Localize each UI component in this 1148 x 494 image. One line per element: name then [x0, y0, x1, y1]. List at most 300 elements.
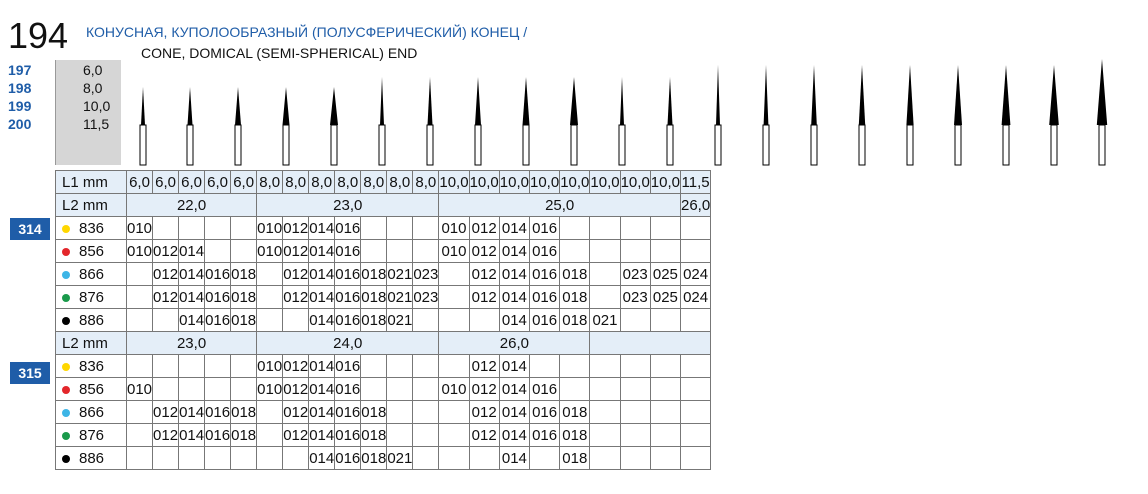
- table-cell: [153, 447, 179, 470]
- table-cell: [681, 378, 711, 401]
- table-cell: 10,0: [439, 171, 469, 194]
- table-cell: 016: [335, 447, 361, 470]
- table-cell: 012: [153, 240, 179, 263]
- table-cell: 018: [560, 401, 590, 424]
- table-cell: 6,0: [205, 171, 231, 194]
- color-dot-icon: [62, 386, 70, 394]
- table-cell: [681, 309, 711, 332]
- table-cell: 010: [257, 240, 283, 263]
- table-cell: [153, 355, 179, 378]
- table-cell: [681, 401, 711, 424]
- bur-head: [859, 65, 865, 125]
- table-cell: 836: [56, 217, 127, 240]
- table-cell: 836: [56, 355, 127, 378]
- table-cell: 014: [179, 263, 205, 286]
- bur-shank: [235, 125, 241, 165]
- table-cell: 023: [413, 286, 439, 309]
- table-cell: 018: [231, 263, 257, 286]
- table-cell: 6,0: [179, 171, 205, 194]
- table-cell: 012: [283, 378, 309, 401]
- table-cell: [529, 355, 559, 378]
- table-cell: [413, 240, 439, 263]
- bur-shank: [667, 125, 673, 165]
- table-cell: L2 mm: [56, 332, 127, 355]
- table-cell: 014: [499, 447, 529, 470]
- table-cell: [127, 286, 153, 309]
- table-cell: [231, 240, 257, 263]
- table-cell: [560, 217, 590, 240]
- table-cell: [257, 309, 283, 332]
- bur-shank: [379, 125, 385, 165]
- table-cell: [590, 263, 620, 286]
- table-cell: 014: [499, 401, 529, 424]
- table-cell: [387, 424, 413, 447]
- table-cell: [620, 309, 650, 332]
- bur-head: [235, 87, 241, 125]
- table-cell: 876: [56, 286, 127, 309]
- table-cell: [620, 240, 650, 263]
- bur-head: [188, 87, 193, 125]
- table-cell: [439, 401, 469, 424]
- table-cell: [620, 401, 650, 424]
- bur-head: [1097, 59, 1107, 125]
- table-cell: [590, 378, 620, 401]
- length-value: 6,0: [83, 62, 103, 78]
- table-cell: 6,0: [153, 171, 179, 194]
- table-cell: 012: [283, 263, 309, 286]
- table-cell: 012: [469, 263, 499, 286]
- table-cell: [387, 378, 413, 401]
- bur-shank: [140, 125, 146, 165]
- table-cell: [205, 355, 231, 378]
- table-cell: 010: [439, 217, 469, 240]
- table-cell: 866: [56, 401, 127, 424]
- table-cell: 8,0: [361, 171, 387, 194]
- bur-head: [764, 65, 769, 125]
- table-cell: [620, 378, 650, 401]
- table-cell: [257, 424, 283, 447]
- table-cell: 014: [309, 263, 335, 286]
- table-cell: [413, 401, 439, 424]
- table-cell: 016: [529, 286, 559, 309]
- table-cell: 010: [439, 240, 469, 263]
- color-dot-icon: [62, 363, 70, 371]
- side-code: 197: [8, 62, 32, 78]
- table-cell: 018: [361, 447, 387, 470]
- table-cell: 024: [681, 263, 711, 286]
- table-cell: [179, 378, 205, 401]
- bur-head: [475, 77, 481, 125]
- color-dot-icon: [62, 317, 70, 325]
- table-cell: 012: [469, 217, 499, 240]
- table-cell: 018: [231, 401, 257, 424]
- bur-shank: [523, 125, 529, 165]
- table-cell: 016: [529, 378, 559, 401]
- table-cell: 014: [179, 309, 205, 332]
- table-cell: [650, 217, 680, 240]
- table-cell: 016: [205, 263, 231, 286]
- table-cell: [231, 447, 257, 470]
- bur-head: [428, 77, 433, 125]
- table-cell: 012: [153, 424, 179, 447]
- table-cell: [387, 240, 413, 263]
- table-cell: 016: [529, 240, 559, 263]
- table-cell: [560, 240, 590, 263]
- table-cell: 016: [335, 309, 361, 332]
- table-cell: 8,0: [413, 171, 439, 194]
- table-cell: 012: [469, 355, 499, 378]
- bur-shank: [187, 125, 193, 165]
- table-cell: [439, 355, 469, 378]
- table-cell: [529, 447, 559, 470]
- bur-head: [1002, 65, 1011, 125]
- bur-head: [330, 87, 338, 125]
- table-cell: [413, 424, 439, 447]
- table-cell: 025: [650, 263, 680, 286]
- table-cell: [681, 217, 711, 240]
- table-cell: [153, 309, 179, 332]
- title-ru: КОНУСНАЯ, КУПОЛООБРАЗНЫЙ (ПОЛУСФЕРИЧЕСКИЙ) КОНЕЦ /: [86, 24, 528, 40]
- table-cell: [650, 378, 680, 401]
- table-cell: [469, 309, 499, 332]
- bur-head: [1049, 65, 1059, 125]
- table-cell: 012: [469, 401, 499, 424]
- table-cell: 010: [439, 378, 469, 401]
- bur-head: [283, 87, 290, 125]
- table-cell: 6,0: [127, 171, 153, 194]
- table-cell: 016: [335, 355, 361, 378]
- table-cell: [650, 309, 680, 332]
- bur-shank: [907, 125, 913, 165]
- table-cell: [620, 447, 650, 470]
- bur-head: [906, 65, 913, 125]
- table-cell: 018: [361, 263, 387, 286]
- table-cell: 016: [529, 401, 559, 424]
- table-cell: [361, 355, 387, 378]
- table-cell: 014: [309, 355, 335, 378]
- table-cell: 021: [387, 263, 413, 286]
- table-cell: 016: [529, 309, 559, 332]
- table-cell: 014: [179, 401, 205, 424]
- bur-shank: [427, 125, 433, 165]
- table-cell: 23,0: [127, 332, 257, 355]
- table-cell: 018: [560, 447, 590, 470]
- table-cell: 010: [127, 240, 153, 263]
- table-cell: 018: [560, 309, 590, 332]
- table-cell: [620, 355, 650, 378]
- table-cell: 014: [309, 217, 335, 240]
- table-cell: [231, 217, 257, 240]
- color-dot-icon: [62, 409, 70, 417]
- table-cell: 021: [387, 309, 413, 332]
- table-cell: 8,0: [387, 171, 413, 194]
- table-cell: 26,0: [681, 194, 711, 217]
- table-cell: [127, 401, 153, 424]
- table-cell: [179, 355, 205, 378]
- table-cell: [681, 424, 711, 447]
- table-cell: [205, 217, 231, 240]
- table-cell: 018: [361, 286, 387, 309]
- table-cell: 24,0: [257, 332, 439, 355]
- table-cell: 866: [56, 263, 127, 286]
- table-cell: 014: [179, 286, 205, 309]
- table-cell: 8,0: [335, 171, 361, 194]
- bur-head: [141, 87, 145, 125]
- table-cell: 012: [283, 424, 309, 447]
- table-cell: [560, 378, 590, 401]
- table-cell: [387, 217, 413, 240]
- bur-shank: [1099, 125, 1105, 165]
- table-cell: [590, 332, 711, 355]
- bur-shank: [763, 125, 769, 165]
- table-cell: 018: [231, 286, 257, 309]
- bur-shank: [331, 125, 337, 165]
- table-cell: [620, 424, 650, 447]
- table-cell: [231, 355, 257, 378]
- table-cell: 014: [499, 309, 529, 332]
- table-cell: 014: [499, 240, 529, 263]
- table-cell: 014: [309, 286, 335, 309]
- table-cell: 018: [560, 263, 590, 286]
- table-cell: 016: [335, 401, 361, 424]
- bur-shank: [859, 125, 865, 165]
- table-cell: [205, 447, 231, 470]
- table-cell: 018: [231, 309, 257, 332]
- table-cell: [413, 447, 439, 470]
- table-cell: 8,0: [309, 171, 335, 194]
- table-cell: [590, 286, 620, 309]
- color-dot-icon: [62, 248, 70, 256]
- table-cell: 016: [335, 424, 361, 447]
- table-cell: 012: [153, 263, 179, 286]
- section-tag: 315: [10, 362, 50, 384]
- bur-head: [570, 77, 578, 125]
- title-en: CONE, DOMICAL (SEMI-SPHERICAL) END: [141, 45, 418, 61]
- table-cell: 012: [283, 401, 309, 424]
- table-cell: 016: [335, 240, 361, 263]
- table-cell: [257, 263, 283, 286]
- table-cell: 018: [231, 424, 257, 447]
- table-cell: [439, 263, 469, 286]
- table-cell: 012: [283, 286, 309, 309]
- table-cell: 22,0: [127, 194, 257, 217]
- table-cell: 8,0: [257, 171, 283, 194]
- table-cell: 010: [257, 378, 283, 401]
- table-cell: [179, 447, 205, 470]
- bur-head: [716, 65, 720, 125]
- table-cell: [413, 217, 439, 240]
- table-cell: 10,0: [560, 171, 590, 194]
- product-table: [55, 170, 711, 470]
- table-cell: [127, 447, 153, 470]
- table-cell: 10,0: [469, 171, 499, 194]
- table-cell: [650, 447, 680, 470]
- table-cell: 8,0: [283, 171, 309, 194]
- bur-shank: [1051, 125, 1057, 165]
- table-cell: 886: [56, 309, 127, 332]
- table-cell: 023: [620, 263, 650, 286]
- table-cell: 018: [560, 424, 590, 447]
- table-cell: 014: [499, 355, 529, 378]
- table-cell: 010: [257, 217, 283, 240]
- table-cell: [127, 424, 153, 447]
- table-cell: [650, 401, 680, 424]
- color-dot-icon: [62, 455, 70, 463]
- table-cell: [205, 240, 231, 263]
- table-cell: 014: [309, 424, 335, 447]
- table-cell: 014: [179, 424, 205, 447]
- table-cell: 856: [56, 378, 127, 401]
- table-cell: 016: [529, 263, 559, 286]
- table-cell: [439, 424, 469, 447]
- table-cell: [283, 309, 309, 332]
- table-cell: 016: [335, 263, 361, 286]
- table-cell: [681, 355, 711, 378]
- table-cell: 876: [56, 424, 127, 447]
- length-value: 11,5: [83, 116, 110, 132]
- table-cell: [590, 447, 620, 470]
- table-cell: 014: [309, 378, 335, 401]
- table-cell: [681, 447, 711, 470]
- bur-head: [380, 77, 384, 125]
- table-cell: 018: [560, 286, 590, 309]
- table-cell: 014: [309, 401, 335, 424]
- table-cell: 012: [469, 286, 499, 309]
- color-dot-icon: [62, 225, 70, 233]
- bur-shank: [619, 125, 625, 165]
- table-cell: 014: [499, 217, 529, 240]
- table-cell: [257, 447, 283, 470]
- table-cell: 016: [205, 286, 231, 309]
- length-value: 10,0: [83, 98, 111, 114]
- table-cell: 016: [335, 286, 361, 309]
- table-cell: [650, 240, 680, 263]
- table-cell: 010: [127, 217, 153, 240]
- table-cell: 014: [499, 424, 529, 447]
- table-cell: 018: [361, 309, 387, 332]
- table-cell: [179, 217, 205, 240]
- table-cell: 012: [283, 217, 309, 240]
- color-dot-icon: [62, 294, 70, 302]
- table-cell: 012: [469, 424, 499, 447]
- table-cell: 023: [413, 263, 439, 286]
- table-cell: 024: [681, 286, 711, 309]
- table-cell: 018: [361, 424, 387, 447]
- table-cell: [439, 309, 469, 332]
- bur-shank: [811, 125, 817, 165]
- table-cell: [361, 240, 387, 263]
- table-cell: 6,0: [231, 171, 257, 194]
- table-cell: [205, 378, 231, 401]
- table-cell: 025: [650, 286, 680, 309]
- table-cell: [439, 447, 469, 470]
- table-cell: [439, 286, 469, 309]
- table-cell: 012: [469, 378, 499, 401]
- color-dot-icon: [62, 432, 70, 440]
- table-cell: 016: [529, 424, 559, 447]
- table-cell: [560, 355, 590, 378]
- table-cell: [413, 378, 439, 401]
- table-cell: 023: [620, 286, 650, 309]
- table-cell: 856: [56, 240, 127, 263]
- length-value: 8,0: [83, 80, 103, 96]
- table-cell: [153, 378, 179, 401]
- table-cell: [127, 309, 153, 332]
- bur-shank: [571, 125, 577, 165]
- table-cell: 021: [590, 309, 620, 332]
- table-cell: 016: [205, 424, 231, 447]
- table-cell: 10,0: [590, 171, 620, 194]
- bur-head: [523, 77, 530, 125]
- table-cell: 10,0: [499, 171, 529, 194]
- table-cell: 021: [387, 447, 413, 470]
- table-cell: 012: [283, 355, 309, 378]
- table-cell: [590, 217, 620, 240]
- table-cell: [650, 355, 680, 378]
- table-cell: [231, 378, 257, 401]
- table-cell: 016: [529, 217, 559, 240]
- table-cell: [127, 263, 153, 286]
- table-cell: L1 mm: [56, 171, 127, 194]
- table-cell: L2 mm: [56, 194, 127, 217]
- table-cell: [153, 217, 179, 240]
- side-code: 199: [8, 98, 32, 114]
- page-number: 194: [8, 15, 69, 56]
- table-cell: [387, 355, 413, 378]
- table-cell: 012: [153, 401, 179, 424]
- table-cell: 014: [309, 240, 335, 263]
- table-cell: 014: [499, 378, 529, 401]
- bur-head: [668, 77, 673, 125]
- table-cell: [413, 309, 439, 332]
- table-cell: 014: [499, 263, 529, 286]
- table-cell: 012: [153, 286, 179, 309]
- table-cell: 021: [387, 286, 413, 309]
- table-cell: 10,0: [620, 171, 650, 194]
- bur-illustrations: [0, 0, 1148, 170]
- side-code: 200: [8, 116, 32, 132]
- table-cell: 014: [309, 447, 335, 470]
- table-cell: [257, 401, 283, 424]
- table-cell: 010: [127, 378, 153, 401]
- table-cell: 016: [335, 217, 361, 240]
- bur-head: [811, 65, 817, 125]
- table-cell: 016: [335, 378, 361, 401]
- table-cell: [590, 240, 620, 263]
- table-cell: 012: [469, 240, 499, 263]
- table-cell: [387, 401, 413, 424]
- table-cell: [620, 217, 650, 240]
- table-cell: 11,5: [681, 171, 711, 194]
- table-cell: 10,0: [650, 171, 680, 194]
- table-cell: [681, 240, 711, 263]
- table-cell: 012: [283, 240, 309, 263]
- table-cell: [650, 424, 680, 447]
- color-dot-icon: [62, 271, 70, 279]
- table-cell: [413, 355, 439, 378]
- table-cell: 014: [179, 240, 205, 263]
- section-tag: 314: [10, 218, 50, 240]
- table-cell: [590, 424, 620, 447]
- table-cell: [590, 401, 620, 424]
- side-code: 198: [8, 80, 32, 96]
- bur-shank: [1003, 125, 1009, 165]
- table-cell: [283, 447, 309, 470]
- bur-shank: [283, 125, 289, 165]
- table-cell: [361, 378, 387, 401]
- table-cell: [257, 286, 283, 309]
- table-cell: 25,0: [439, 194, 681, 217]
